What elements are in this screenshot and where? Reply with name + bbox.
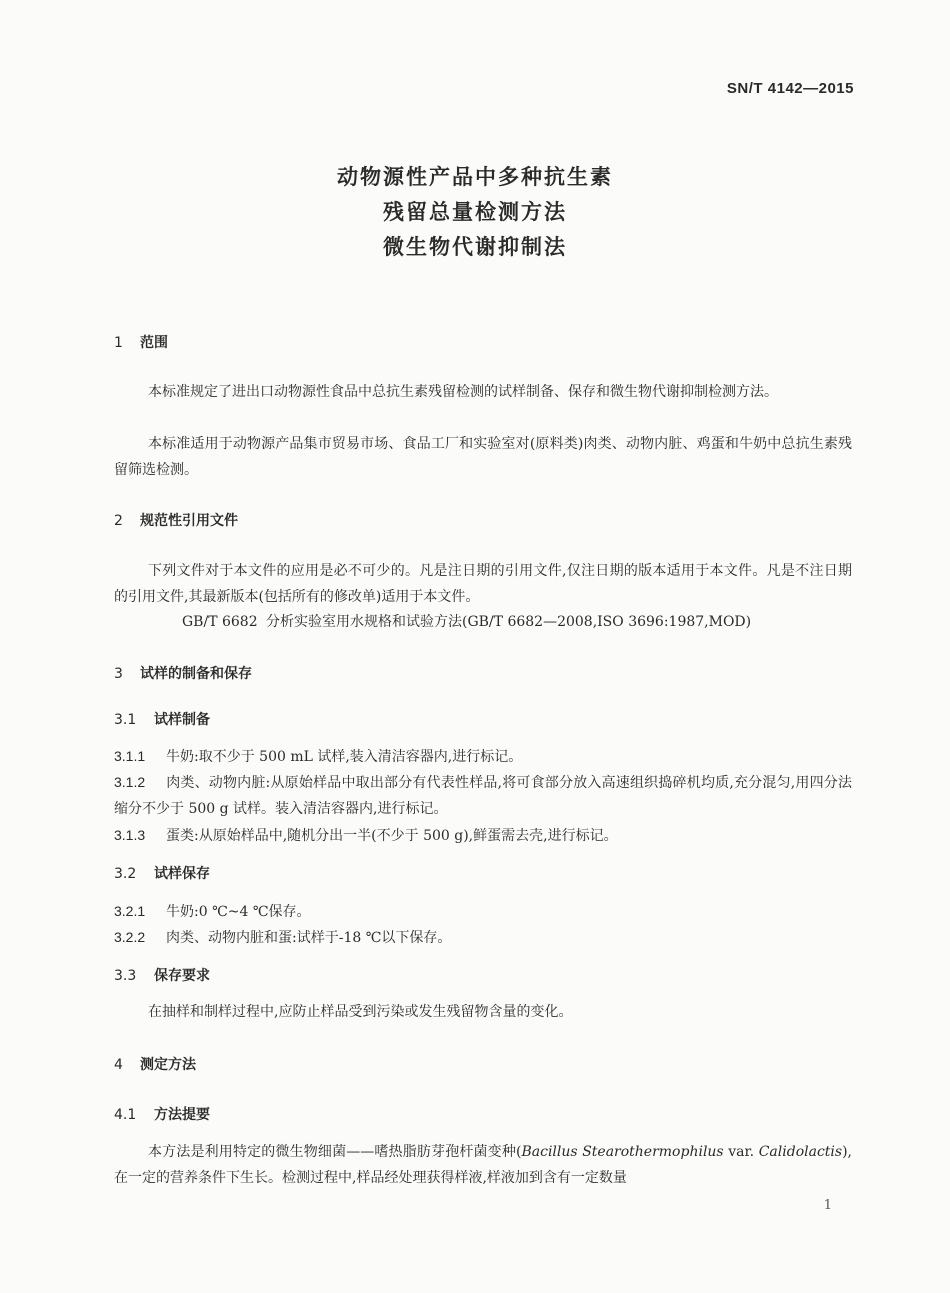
clause-3-1-1 — [114, 743, 852, 770]
subsection-title: 方法提要 — [154, 1107, 210, 1123]
section-2-heading — [114, 510, 238, 530]
document-title — [0, 160, 950, 265]
scientific-name: Bacillus Stearothermophilus — [521, 1144, 724, 1160]
clause-3-1-3 — [114, 822, 852, 849]
title-line-2: 残留总量检测方法 — [383, 200, 567, 224]
section-number: 2 — [114, 513, 123, 529]
clause-text: 牛奶:取不少于 500 mL 试样,装入清洁容器内,进行标记。 — [166, 749, 523, 765]
section-4-heading — [114, 1054, 196, 1074]
section-1-heading — [114, 332, 168, 352]
reference-title: 分析实验室用水规格和试验方法(GB/T 6682—2008,ISO 3696:1987,MOD) — [266, 614, 752, 630]
clause-number: 3.1.3 — [114, 827, 146, 843]
method-text-3: ),在一定的营养条件下生长。检测过程中,样品经处理获得样液,样液加到含有一定数量 — [114, 1144, 852, 1186]
subsection-title: 试样制备 — [154, 712, 210, 728]
reference-code: GB/T 6682 — [182, 614, 258, 630]
clause-number: 3.1.2 — [114, 774, 146, 790]
subsection-title: 试样保存 — [154, 866, 210, 882]
subsection-3-3-paragraph: 在抽样和制样过程中,应防止样品受到污染或发生残留物含量的变化。 — [148, 1004, 573, 1020]
method-text-1: 本方法是利用特定的微生物细菌——嗜热脂肪芽孢杆菌变种( — [148, 1144, 522, 1160]
subsection-number: 3.3 — [114, 968, 137, 984]
method-text-2: var. — [723, 1144, 759, 1160]
section-3-heading — [114, 663, 252, 683]
section-1-paragraph-2: 本标准适用于动物源产品集市贸易市场、食品工厂和实验室对(原料类)肉类、动物内脏、鸡蛋和牛奶中总抗生素残留筛选检测。 — [114, 436, 852, 478]
clause-number: 3.1.1 — [114, 748, 146, 764]
section-1-paragraph-1: 本标准规定了进出口动物源性食品中总抗生素残留检测的试样制备、保存和微生物代谢抑制检测方法。 — [148, 384, 778, 400]
section-number: 1 — [114, 335, 123, 351]
subsection-number: 3.1 — [114, 712, 137, 728]
scientific-variety: Calidolactis — [758, 1144, 843, 1160]
subsection-3-3-heading — [114, 965, 210, 985]
clause-text: 蛋类:从原始样品中,随机分出一半(不少于 500 g),鲜蛋需去壳,进行标记。 — [166, 828, 618, 844]
subsection-4-1-paragraph — [114, 1139, 852, 1191]
subsection-title: 保存要求 — [154, 968, 210, 984]
normative-reference — [114, 609, 852, 635]
subsection-number: 4.1 — [114, 1107, 137, 1123]
section-title: 范围 — [140, 335, 168, 351]
title-line-1: 动物源性产品中多种抗生素 — [337, 165, 613, 189]
section-2-paragraph-1: 下列文件对于本文件的应用是必不可少的。凡是注日期的引用文件,仅注日期的版本适用于本文件。凡是不注日期的引用文件,其最新版本(包括所有的修改单)适用于本文件。 — [114, 563, 852, 605]
section-number: 3 — [114, 666, 123, 682]
clause-3-1-2 — [114, 769, 852, 822]
clause-text: 肉类、动物内脏:从原始样品中取出部分有代表性样品,将可食部分放入高速组织捣碎机均质,充分混匀,用四分法缩分不少于 500 g 试样。装入清洁容器内,进行标记。 — [114, 775, 852, 817]
page-number: 1 — [823, 1198, 832, 1213]
clause-3-2-1 — [114, 898, 852, 925]
clause-text: 牛奶:0 ℃~4 ℃保存。 — [166, 904, 311, 920]
subsection-3-2-heading — [114, 863, 210, 883]
section-title: 试样的制备和保存 — [140, 666, 252, 682]
clause-number: 3.2.1 — [114, 903, 146, 919]
clause-3-2-2 — [114, 924, 852, 951]
subsection-3-1-heading — [114, 709, 210, 729]
clause-text: 肉类、动物内脏和蛋:试样于-18 ℃以下保存。 — [166, 930, 452, 946]
section-title: 规范性引用文件 — [140, 513, 238, 529]
standard-code: SN/T 4142—2015 — [726, 80, 854, 97]
subsection-number: 3.2 — [114, 866, 137, 882]
subsection-4-1-heading — [114, 1104, 210, 1124]
clause-number: 3.2.2 — [114, 929, 146, 945]
section-title: 测定方法 — [140, 1057, 196, 1073]
section-number: 4 — [114, 1057, 123, 1073]
title-line-3: 微生物代谢抑制法 — [383, 235, 567, 259]
